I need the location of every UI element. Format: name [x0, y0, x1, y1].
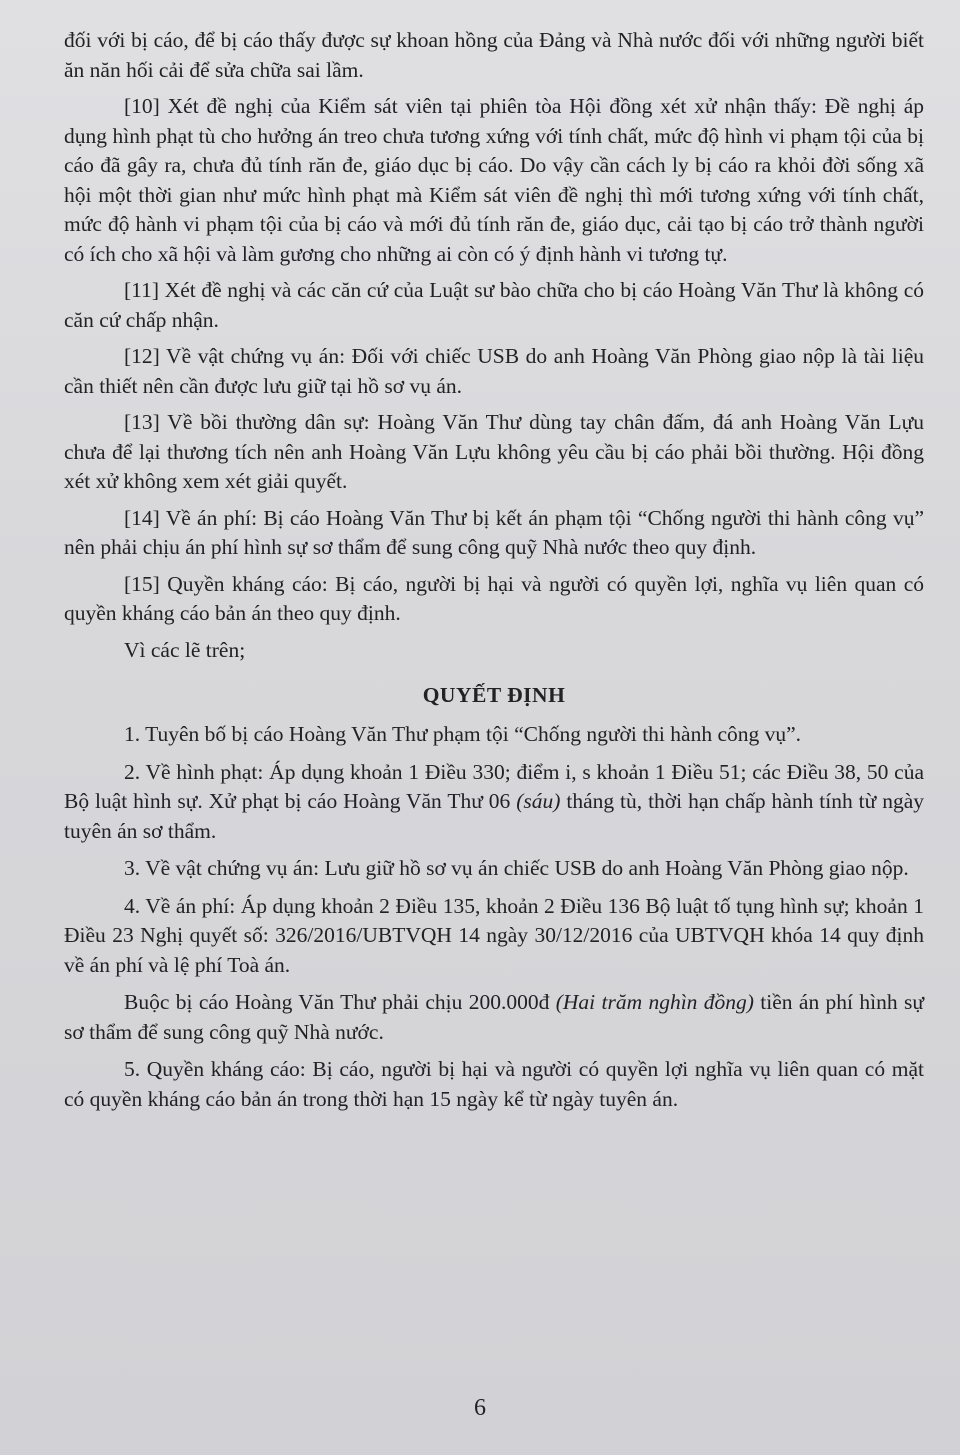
- paragraph-11: [11] Xét đề nghị và các căn cứ của Luật sư bào chữa cho bị cáo Hoàng Văn Thư là không có căn cứ chấp nhận.: [64, 278, 924, 332]
- decision-item-3: 3. Về vật chứng vụ án: Lưu giữ hồ sơ vụ án chiếc USB do anh Hoàng Văn Phòng giao nộp.: [124, 856, 909, 880]
- decision-item-2: [64, 758, 924, 847]
- decision-item-4: 4. Về án phí: Áp dụng khoản 2 Điều 135, khoản 2 Điều 136 Bộ luật tố tụng hình sự; khoản 1 Điều 23 Nghị quyết số: 326/2016/UBTVQH 14 ngày 30/12/2016 của UBTVQH khóa 14 quy định về án phí và lệ phí Toà án.: [64, 893, 924, 977]
- paragraph-15: [15] Quyền kháng cáo: Bị cáo, người bị hại và người có quyền lợi, nghĩa vụ liên quan có quyền kháng cáo bản án theo quy định.: [64, 571, 924, 625]
- page-number: 6: [474, 1395, 486, 1421]
- decision-item-2-text-b: tháng tù, thời hạn chấp hành tính từ ngày tuyên án sơ thẩm.: [64, 789, 924, 843]
- paragraph-14: [14] Về án phí: Bị cáo Hoàng Văn Thư bị kết án phạm tội “Chống người thi hành công vụ” nên phải chịu án phí hình sự sơ thẩm để sung công quỹ Nhà nước theo quy định.: [64, 505, 924, 559]
- decision-item-2-text-a: 2. Về hình phạt: Áp dụng khoản 1 Điều 330; điểm i, s khoản 1 Điều 51; các Điều 38, 50 của Bộ luật hình sự. Xử phạt bị cáo Hoàng Văn Thư 06: [64, 759, 924, 813]
- decision-item-4-fee: [64, 988, 924, 1047]
- decision-item-5: 5. Quyền kháng cáo: Bị cáo, người bị hại và người có quyền lợi nghĩa vụ liên quan có mặt có quyền kháng cáo bản án trong thời hạn 15 ngày kể từ ngày tuyên án.: [64, 1057, 924, 1111]
- decision-item-4-fee-text-a: Buộc bị cáo Hoàng Văn Thư phải chịu 200.000đ: [124, 990, 556, 1014]
- decision-item-4-fee-italic: (Hai trăm nghìn đồng): [555, 990, 754, 1014]
- paragraph-because: Vì các lẽ trên;: [124, 637, 246, 662]
- paragraph-10: [10] Xét đề nghị của Kiểm sát viên tại phiên tòa Hội đồng xét xử nhận thấy: Đề nghị áp dụng hình phạt tù cho hưởng án treo chưa tương xứng với tính chất, mức độ hình vi phạm tội của bị cáo đã gây ra, chưa đủ tính răn đe, giáo dục bị cáo. Do vậy cần cách ly bị cáo ra khỏi đời sống xã hội một thời gian như mức hình phạt mà Kiểm sát viên đề nghị thì mới tương xứng với tính chất, mức độ hành vi phạm tội của bị cáo và mới đủ tính răn đe, giáo dục, cải tạo bị cáo trở thành người có ích cho xã hội và làm gương cho những ai còn có ý định hành vi tương tự.: [64, 94, 924, 266]
- decision-item-2-italic: (sáu): [516, 789, 561, 813]
- decision-item-4-fee-text-b: tiền án phí hình sự sơ thẩm để sung công quỹ Nhà nước.: [64, 990, 924, 1044]
- paragraph-12: [12] Về vật chứng vụ án: Đối với chiếc USB do anh Hoàng Văn Phòng giao nộp là tài liệu cần thiết nên cần được lưu giữ tại hồ sơ vụ án.: [64, 344, 924, 398]
- decision-item-1: 1. Tuyên bố bị cáo Hoàng Văn Thư phạm tội “Chống người thi hành công vụ”.: [124, 722, 802, 746]
- paragraph-intro: đối với bị cáo, để bị cáo thấy được sự khoan hồng của Đảng và Nhà nước đối với những người biết ăn năn hối cải để sửa chữa sai lầm.: [64, 28, 924, 82]
- section-heading-decision: QUYẾT ĐỊNH: [422, 683, 566, 707]
- paragraph-13: [13] Về bồi thường dân sự: Hoàng Văn Thư dùng tay chân đấm, đá anh Hoàng Văn Lựu chưa để lại thương tích nên anh Hoàng Văn Lựu không yêu cầu bị cáo phải bồi thường. Hội đồng xét xử không xem xét giải quyết.: [64, 410, 924, 493]
